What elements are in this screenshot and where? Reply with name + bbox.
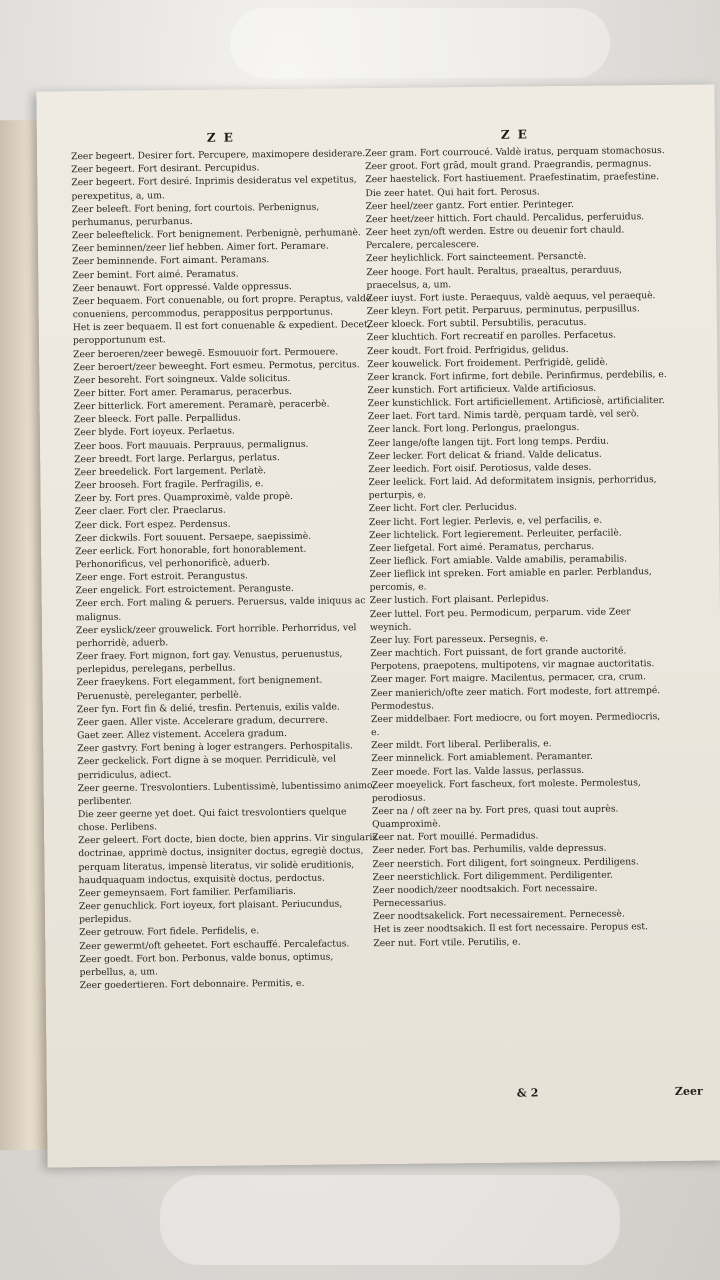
dictionary-entry: Zeer mager. Fort maigre. Macilentus, permacer, cra, crum. — [370, 671, 647, 686]
entry-list — [71, 147, 380, 992]
dictionary-entry: Zeer gastvry. Fort bening à loger estrangers. Perhospitalis. — [77, 740, 354, 755]
dictionary-entry: Zeer geerne. Tresvolontiers. Lubentissimè, lubentissimo animo, perlibenter. — [77, 779, 376, 807]
dictionary-entry: Zeer goedertieren. Fort debonnaire. Permitis, e. — [79, 977, 305, 992]
dictionary-entry: Die zeer geerne yet doet. Qui faict tresvolontiers quelque chose. Perlibens. — [77, 806, 347, 834]
column-header: Z E — [500, 127, 529, 142]
dictionary-entry: Zeer heel/zeer gantz. Fort entier. Perinteger. — [365, 198, 574, 212]
dictionary-entry: Zeer kunstichlick. Fort artificiellement. Artificiosè, artificialiter. — [367, 395, 665, 410]
dictionary-entry: Zeer lanck. Fort long. Perlongus, praelongus. — [367, 422, 580, 436]
dictionary-entry: Zeer lieflick. Fort amiable. Valde amabilis, peramabilis. — [369, 553, 628, 568]
dictionary-entry: Zeer dick. Fort espez. Perdensus. — [74, 518, 231, 531]
dictionary-entry: Zeer gemeynsaem. Fort familier. Perfamiliaris. — [78, 885, 297, 900]
dictionary-entry: Zeer gaen. Aller viste. Accelerare gradum, decurrere. — [76, 714, 329, 729]
dictionary-entry: Zeer lustich. Fort plaisant. Perlepidus. — [369, 593, 549, 607]
dictionary-entry: Zeer noodich/zeer noodtsakich. Fort necessaire. Pernecessarius. — [372, 882, 598, 910]
dictionary-entry: Zeer getrouw. Fort fidele. Perfidelis, e. — [79, 925, 260, 939]
dictionary-entry: Zeer heet/zeer hittich. Fort chauld. Percalidus, perferuidus. — [365, 211, 645, 226]
dictionary-entry: Zeer kouwelick. Fort froidement. Perfrigidè, gelidè. — [367, 356, 608, 370]
dictionary-entry: Het is zeer bequaem. Il est fort conuenable & expedient. Decet, peropportunum est. — [72, 319, 371, 347]
dictionary-entry: Gaet zeer. Allez vistement. Accelera gradum. — [77, 728, 287, 742]
dictionary-entry: Zeer gram. Fort courroucé. Valdè iratus, perquam stomachosus. — [364, 145, 665, 160]
dictionary-entry: Zeer engelick. Fort estroictement. Peranguste. — [75, 583, 294, 597]
column-header: Z E — [206, 130, 235, 145]
dictionary-entry: Zeer beleeftelick. Fort benignement. Perbenignè, perhumanè. — [71, 227, 361, 242]
dictionary-entry: Zeer hooge. Fort hault. Peraltus, praealtus, perarduus, praecelsus, a, um. — [366, 264, 623, 291]
dictionary-entry: Zeer luy. Fort paresseux. Persegnis, e. — [370, 633, 549, 647]
dictionary-entry: Zeer leelick. Fort laid. Ad deformitatem insignis, perhorridus, perturpis, e. — [368, 474, 657, 502]
signature-mark: & 2 — [516, 1086, 539, 1100]
dictionary-entry: Zeer boos. Fort mauuais. Perprauus, permalignus. — [74, 438, 309, 452]
dictionary-entry: Zeer licht. Fort legier. Perlevis, e, vel perfacilis, e. — [368, 514, 603, 528]
dictionary-entry: Zeer bemint. Fort aimé. Peramatus. — [72, 268, 239, 281]
book-page — [36, 84, 720, 1167]
dictionary-entry: Zeer kunstich. Fort artificieux. Valde artificiosus. — [367, 382, 597, 397]
entry-list — [365, 144, 673, 950]
dictionary-entry: Zeer gewermt/oft geheetet. Fort eschauffé. Percalefactus. — [79, 937, 350, 952]
dictionary-entry: Zeer goedt. Fort bon. Perbonus, valde bonus, optimus, perbellus, a, um. — [79, 951, 334, 979]
dictionary-entry: Zeer genuchlick. Fort ioyeux, fort plaisant. Periucundus, perlepidus. — [78, 898, 343, 926]
dictionary-entry: Zeer beminnen/zeer lief hebben. Aimer fort. Peramare. — [71, 240, 329, 255]
dictionary-entry: Zeer minnelick. Fort amiablement. Peramanter. — [371, 751, 593, 765]
dictionary-entry: Zeer erch. Fort maling & peruers. Peruersus, valde iniquus ac malignus. — [75, 595, 366, 623]
dictionary-entry: Zeer breedt. Fort large. Perlargus, perlatus. — [74, 451, 280, 465]
dictionary-entry: Zeer bleeck. Fort palle. Perpallidus. — [73, 412, 241, 426]
dictionary-entry: Zeer machtich. Fort puissant, de fort grande auctorité. Perpotens, praepotens, multipotens, vir magnae auctoritatis. — [370, 645, 655, 673]
dictionary-entry: Zeer licht. Fort cler. Perlucidus. — [368, 501, 517, 515]
dictionary-entry: Zeer kluchtich. Fort recreatif en parolles. Perfacetus. — [366, 329, 616, 344]
left-column — [71, 128, 380, 992]
dictionary-entry: Zeer moeyelick. Fort fascheux, fort moleste. Permolestus, perodiosus. — [371, 776, 641, 804]
cloth-fold — [230, 8, 610, 78]
dictionary-entry: Zeer neder. Fort bas. Perhumilis, valde depressus. — [372, 843, 607, 857]
dictionary-entry: Die zeer hatet. Qui hait fort. Perosus. — [365, 185, 540, 199]
dictionary-entry: Zeer bitterlick. Fort amerement. Peramarè, peracerbè. — [73, 398, 330, 413]
dictionary-entry: Zeer na / oft zeer na by. Fort pres, quasi tout auprès. Quamproximè. — [371, 803, 619, 831]
dictionary-entry: Zeer by. Fort pres. Quamproximè, valde propè. — [74, 491, 294, 505]
dictionary-entry: Zeer geleert. Fort docte, bien docte, bien apprins. Vir singularis doctrinae, apprimè doctus, insigniter doctus, egregiè doctus, perquam literatus, impensè literatus, vir solidè eruditionis, haudquaquam indoctus, exquisitè doctus, perdoctus. — [78, 832, 378, 886]
dictionary-entry: Zeer beroert/zeer beweeght. Fort esmeu. Permotus, percitus. — [73, 358, 360, 373]
dictionary-entry: Zeer bitter. Fort amer. Peramarus, peracerbus. — [73, 385, 293, 400]
dictionary-entry: Zeer beroeren/zeer bewegē. Esmouuoir fort. Permouere. — [73, 345, 339, 360]
dictionary-entry: Zeer dickwils. Fort souuent. Persaepe, saepissimè. — [75, 530, 312, 544]
dictionary-entry: Zeer neerstichlick. Fort diligemment. Perdiligenter. — [372, 869, 613, 883]
dictionary-entry: Zeer breedelick. Fort largement. Perlatè. — [74, 465, 267, 479]
dictionary-entry: Zeer kranck. Fort infirme, fort debile. Perinfirmus, perdebilis, e. — [367, 368, 667, 383]
dictionary-entry: Zeer beminnende. Fort aimant. Peramans. — [72, 254, 270, 268]
dictionary-entry: Het is zeer noodtsakich. Il est fort necessaire. Peropus est. — [373, 921, 649, 936]
dictionary-entry: Zeer bequaem. Fort conuenable, ou fort propre. Peraptus, valde conueniens, percommodus, perappositus perpportunus. — [72, 292, 372, 321]
dictionary-entry: Zeer lecker. Fort delicat & friand. Valde delicatus. — [368, 448, 602, 462]
dictionary-entry: Zeer eerlick. Fort honorable, fort honorablement. Perhonorificus, vel perhonorificè, aduerb. — [75, 543, 307, 571]
dictionary-entry: Zeer begeert. Desirer fort. Percupere, maximopere desiderare. — [71, 148, 366, 163]
dictionary-entry: Zeer lichtelick. Fort legierement. Perleuiter, perfacilè. — [368, 527, 622, 541]
dictionary-entry: Zeer benauwt. Fort oppressé. Valde oppressus. — [72, 280, 292, 294]
dictionary-entry: Zeer manierich/ofte zeer matich. Fort modeste, fort attrempé. Permodestus. — [370, 684, 661, 712]
dictionary-entry: Zeer heylichlick. Fort saincteement. Persanctè. — [366, 251, 587, 265]
dictionary-entry: Zeer begeert. Fort desiré. Inprimis desideratus vel expetitus, perexpetitus, a, um. — [71, 174, 357, 202]
dictionary-entry: Zeer claer. Fort cler. Praeclarus. — [74, 504, 226, 518]
dictionary-entry: Zeer luttel. Fort peu. Permodicum, perparum. vide Zeer weynich. — [369, 606, 631, 633]
dictionary-entry: Zeer nut. Fort vtile. Perutilis, e. — [373, 936, 521, 949]
catchword: Zeer — [674, 1084, 703, 1098]
cloth-fold — [160, 1175, 620, 1265]
dictionary-entry: Zeer blyde. Fort ioyeux. Perlaetus. — [73, 425, 235, 439]
dictionary-entry: Zeer groot. Fort grād, moult grand. Praegrandis, permagnus. — [365, 158, 652, 173]
dictionary-entry: Zeer lieflick int spreken. Fort amiable en parler. Perblandus, percomis, e. — [369, 566, 652, 594]
dictionary-entry: Zeer lange/ofte langen tijt. Fort long temps. Perdiu. — [368, 435, 610, 449]
dictionary-entry: Zeer besoreht. Fort soingneux. Valde solicitus. — [73, 372, 291, 387]
dictionary-entry: Zeer mildt. Fort liberal. Perliberalis, e. — [371, 738, 552, 752]
dictionary-entry: Zeer beleeft. Fort bening, fort courtois. Perbenignus, perhumanus, perurbanus. — [71, 201, 320, 229]
dictionary-entry: Zeer begeert. Fort desirant. Percupidus. — [71, 162, 260, 176]
dictionary-entry: Zeer iuyst. Fort iuste. Peraequus, valdè aequus, vel peraequè. — [366, 289, 656, 305]
dictionary-entry: Zeer liefgetal. Fort aimé. Peramatus, percharus. — [369, 540, 595, 554]
dictionary-entry: Zeer nat. Fort mouillé. Permadidus. — [372, 830, 539, 844]
dictionary-entry: Zeer leedich. Fort oisif. Perotiosus, valde deses. — [368, 461, 592, 476]
dictionary-entry: Zeer noodtsakelick. Fort necessairement. Pernecessè. — [372, 908, 625, 923]
dictionary-entry: Zeer laet. Fort tard. Nimis tardè, perquam tardè, vel serò. — [367, 408, 640, 423]
right-column — [365, 125, 674, 950]
dictionary-entry: Zeer enge. Fort estroit. Perangustus. — [75, 570, 249, 584]
dictionary-entry: Zeer moede. Fort las. Valde lassus, perlassus. — [371, 764, 585, 778]
dictionary-entry: Zeer fraeykens. Fort elegamment, fort benignement. Peruenustè, pereleganter, perbellè. — [76, 675, 323, 702]
dictionary-entry: Zeer koudt. Fort froid. Perfrigidus, gelidus. — [367, 343, 569, 357]
dictionary-entry: Zeer neerstich. Fort diligent, fort soingneux. Perdiligens. — [372, 855, 639, 870]
dictionary-entry: Zeer brooseh. Fort fragile. Perfragilis, e. — [74, 478, 264, 492]
dictionary-entry: Zeer haestelick. Fort hastiuement. Praefestinatim, praefestine. — [365, 171, 660, 186]
dictionary-entry: Zeer kloeck. Fort subtil. Persubtilis, peracutus. — [366, 317, 587, 331]
dictionary-entry: Zeer middelbaer. Fort mediocre, ou fort moyen. Permediocris, e. — [370, 710, 661, 739]
dictionary-entry: Zeer geckelick. Fort digne à se moquer. Perridiculè, vel perridiculus, adiect. — [77, 753, 337, 781]
dictionary-entry: Zeer fraey. Fort mignon, fort gay. Venustus, peruenustus, perlepidus, perelegans, perbellus. — [76, 648, 343, 676]
dictionary-entry: Zeer fyn. Fort fin & delié, tresfin. Pertenuis, exilis valde. — [76, 701, 340, 715]
dictionary-entry: Zeer heet zyn/oft werden. Estre ou deuenir fort chauld. Percalere, percalescere. — [365, 224, 625, 252]
dictionary-entry: Zeer eyslick/zeer grouwelick. Fort horrible. Perhorridus, vel perhorridè, aduerb. — [75, 622, 357, 650]
dictionary-entry: Zeer kleyn. Fort petit. Perparuus, perminutus, perpusillus. — [366, 303, 640, 318]
